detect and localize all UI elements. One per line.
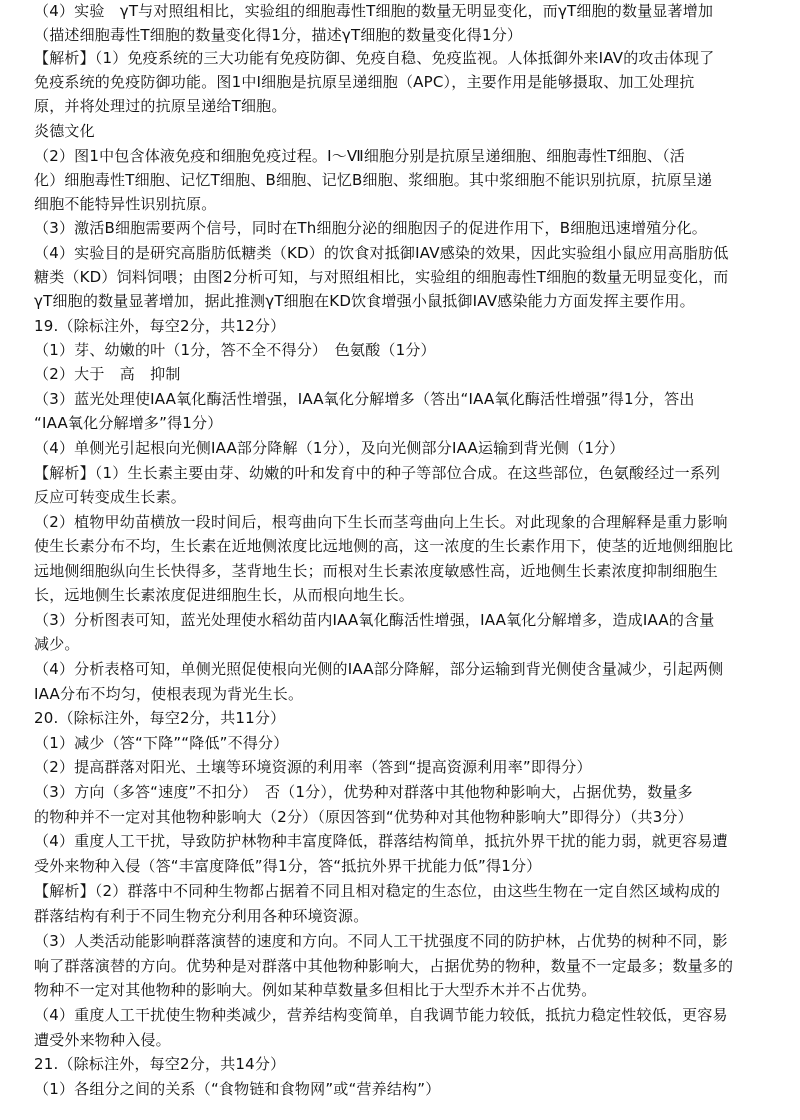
text-line: 【解析】（1）生长素主要由芽、幼嫩的叶和发育中的种子等部位合成。在这些部位，色氨酸经过一系列: [34, 464, 721, 482]
text-line: （1）各组分之间的关系（“食物链和食物网”或“营养结构”）: [34, 1080, 441, 1098]
text-line: （2）提高群落对阳光、土壤等环境资源的利用率（答到“提高资源利用率”即得分）: [34, 758, 592, 776]
text-line: 反应可转变成生长素。: [34, 488, 187, 506]
section-heading: 20.（除标注外，每空2分，共11分）: [34, 709, 286, 727]
text-line: 糖类（KD）饲料饲喂；由图2分析可知，与对照组相比，实验组的细胞毒性T细胞的数量无明显变化，而: [34, 268, 729, 286]
text-line: （1）芽、幼嫩的叶（1分，答不全不得分） 色氨酸（1分）: [34, 341, 436, 359]
text-line: 化）细胞毒性T细胞、记忆T细胞、B细胞、记忆B细胞、浆细胞。其中浆细胞不能识别抗原，抗原呈递: [34, 171, 713, 189]
text-line: （4）单侧光引起根向光侧IAA部分降解（1分），及向光侧部分IAA运输到背光侧（1分）: [34, 439, 625, 457]
text-line: 远地侧细胞纵向生长快得多，茎背地生长；而根对生长素浓度敏感性高，近地侧生长素浓度抑制细胞生: [34, 562, 719, 580]
text-line: 长，远地侧生长素浓度促进细胞生长，从而根向地生长。: [34, 586, 415, 604]
text-line: 【解析】（2）群落中不同种生物都占据着不同且相对稳定的生态位，由这些生物在一定自然区域构成的: [34, 882, 721, 900]
text-line: （3）方向（多答“速度”不扣分） 否（1分），优势种对群落中其他物种影响大，占据优势，数量多: [34, 783, 693, 801]
text-line: （4）实验 γT与对照组相比，实验组的细胞毒性T细胞的数量无明显变化，而γT细胞的数量显著增加: [34, 2, 714, 20]
text-line: （4）实验目的是研究高脂肪低糖类（KD）的饮食对抵御IAV感染的效果，因此实验组小鼠应用高脂肪低: [34, 244, 729, 262]
text-line: （3）激活B细胞需要两个信号，同时在Th细胞分泌的细胞因子的促进作用下，B细胞迅速增殖分化。: [34, 219, 707, 237]
text-line: （2）图1中包含体液免疫和细胞免疫过程。Ⅰ～Ⅶ细胞分别是抗原呈递细胞、细胞毒性T细胞、（活: [34, 147, 685, 165]
text-line: 群落结构有利于不同生物充分利用各种环境资源。: [34, 907, 369, 925]
text-line: （4）重度人工干扰使生物种类减少，营养结构变简单，自我调节能力较低，抵抗力稳定性较低，更容易: [34, 1006, 728, 1024]
text-line: γT细胞的数量显著增加，据此推测γT细胞在KD饮食增强小鼠抵御IAV感染能力方面发挥主要作用。: [34, 292, 695, 310]
text-line: 【解析】（1）免疫系统的三大功能有免疫防御、免疫自稳、免疫监视。人体抵御外来IAV的攻击体现了: [34, 49, 715, 67]
section-heading: 19.（除标注外，每空2分，共12分）: [34, 317, 286, 335]
text-line: “IAA氧化分解增多”得1分）: [34, 414, 223, 432]
text-line: （描述细胞毒性T细胞的数量变化得1分，描述γT细胞的数量变化得1分）: [34, 26, 523, 44]
text-line: （2）大于 高 抑制: [34, 365, 181, 383]
text-line: IAA分布不均匀，使根表现为背光生长。: [34, 685, 304, 703]
text-line: 免疫系统的免疫防御功能。图1中Ⅰ细胞是抗原呈递细胞（APC），主要作用是能够摄取、加工处理抗: [34, 73, 695, 91]
text-line: 遭受外来物种入侵。: [34, 1031, 171, 1049]
text-line: 物种不一定对其他物种的影响大。例如某种草数量多但相比于大型乔木并不占优势。: [34, 981, 597, 999]
text-line: （3）分析图表可知，蓝光处理使水稻幼苗内IAA氧化酶活性增强，IAA氧化分解增多，造成IAA的含量: [34, 611, 715, 629]
section-heading: 21.（除标注外，每空2分，共14分）: [34, 1055, 286, 1073]
text-line: （3）人类活动能影响群落演替的速度和方向。不同人工干扰强度不同的防护林，占优势的树种不同，影: [34, 932, 728, 950]
text-line: 减少。: [34, 635, 80, 653]
text-line: （3）蓝光处理使IAA氧化酶活性增强，IAA氧化分解增多（答出“IAA氧化酶活性增强”得1分，答出: [34, 390, 695, 408]
text-line: 响了群落演替的方向。优势种是对群落中其他物种影响大，占据优势的物种，数量不一定最多；数量多的: [34, 957, 734, 975]
text-line: 的物种并不一定对其他物种影响大（2分）（原因答到“优势种对其他物种影响大”即得分）（共3分）: [34, 808, 693, 826]
text-line: 使生长素分布不均，生长素在近地侧浓度比远地侧的高，这一浓度的生长素作用下，使茎的近地侧细胞比: [34, 537, 734, 555]
text-line: （1）减少（答“下降”“降低”不得分）: [34, 734, 289, 752]
text-line: 细胞不能特异性识别抗原。: [34, 195, 217, 213]
text-line: 原，并将处理过的抗原呈递给T细胞。: [34, 97, 287, 115]
text-line: 受外来物种入侵（答“丰富度降低”得1分，答“抵抗外界干扰能力低”得1分）: [34, 857, 542, 875]
text-line: （4）重度人工干扰，导致防护林物种丰富度降低，群落结构简单，抵抗外界干扰的能力弱，就更容易遭: [34, 832, 728, 850]
text-line: （4）分析表格可知，单侧光照促使根向光侧的IAA部分降解，部分运输到背光侧使含量减少，引起两侧: [34, 660, 724, 678]
text-line: （2）植物甲幼苗横放一段时间后，根弯曲向下生长而茎弯曲向上生长。对此现象的合理解释是重力影响: [34, 513, 728, 531]
watermark-text: 炎德文化: [34, 122, 95, 140]
